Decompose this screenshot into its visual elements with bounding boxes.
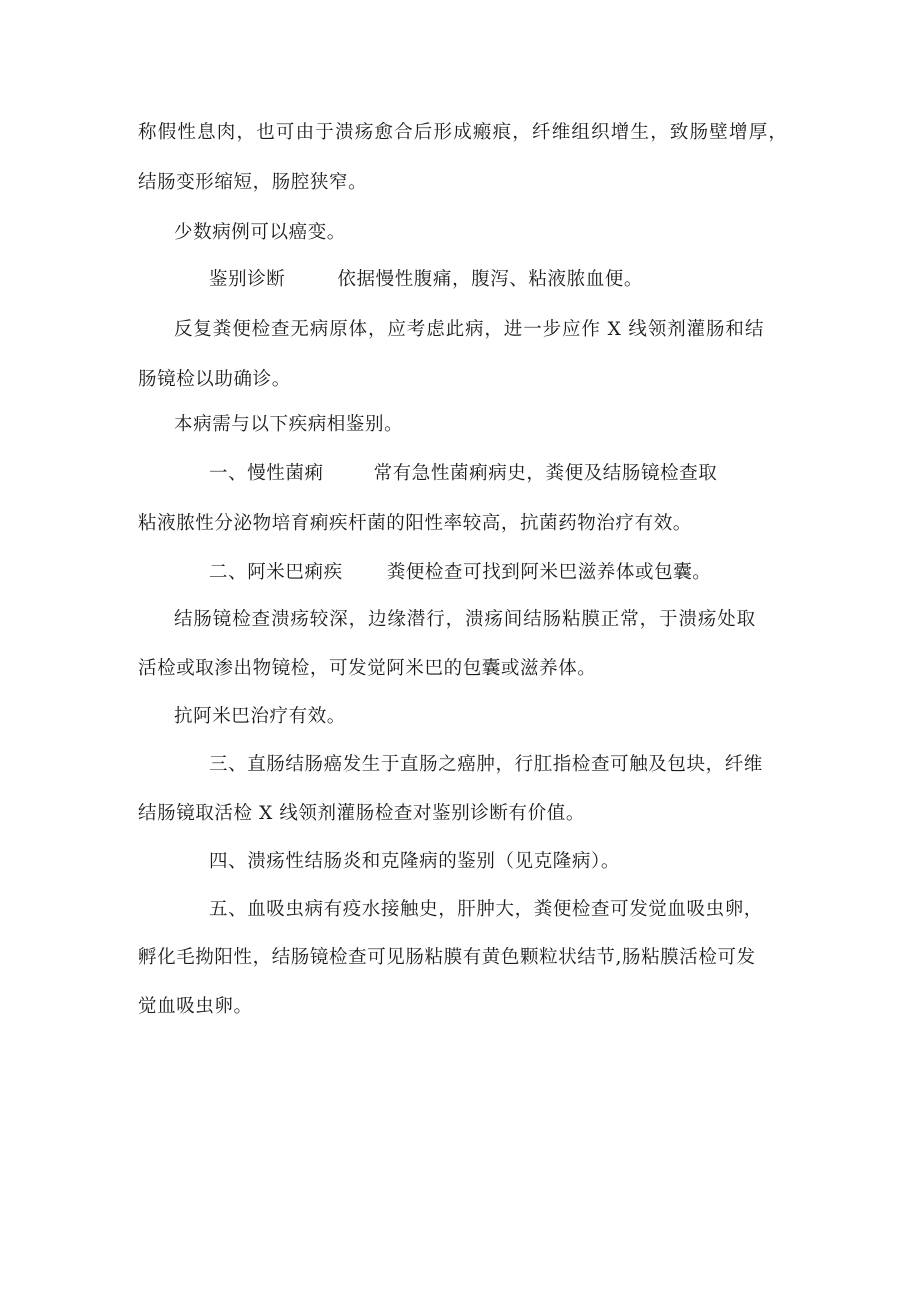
text-line — [209, 898, 763, 922]
text-line: 结肠镜取活检 X 线领剂灌肠检查对鉴别诊断有价值。 — [138, 803, 585, 824]
text-line — [174, 221, 346, 245]
text-line: 五、血吸虫病有疫水接触史，肝肿大，粪便检查可发觉血吸虫卵， — [209, 899, 763, 920]
text-line: 反复粪便检查无病原体，应考虑此病，进一步应作 X 线领剂灌肠和结 — [174, 319, 765, 340]
text-line: 结肠镜检查溃疡较深，边缘潜行，溃疡间结肠粘膜正常，于溃疡处取 — [174, 609, 757, 630]
text-line — [209, 561, 711, 585]
text-line — [209, 753, 763, 777]
text-line: 本病需与以下疾病相鉴别。 — [174, 414, 404, 435]
text-line — [138, 121, 788, 145]
text-line — [209, 462, 717, 486]
text-line: 三、直肠结肠癌发生于直肠之癌肿，行肛指检查可触及包块，纤维 — [209, 754, 763, 775]
text-line: 称假性息肉，也可由于溃疡愈合后形成瘢痕，纤维组织增生，致肠壁增厚， — [138, 122, 789, 143]
text-line — [209, 850, 620, 874]
text-line — [138, 802, 585, 826]
text-line: 依据慢性腹痛，腹泻、粘液脓血便。 — [337, 269, 644, 290]
text-line: 粘液脓性分泌物培育痢疾杆菌的阳性率较高，抗菌药物治疗有效。 — [138, 513, 692, 534]
text-line: 四、溃疡性结肠炎和克隆病的鉴别（见克隆病）。 — [209, 851, 620, 872]
text-line — [138, 657, 596, 681]
text-line: 常有急性菌痢病史，粪便及结肠镜检查取 — [373, 463, 718, 484]
text-line — [174, 318, 764, 342]
text-line — [138, 368, 291, 392]
text-line: 孵化毛拗阳性，结肠镜检查可见肠粘膜有黄色颗粒状结节,肠粘膜活检可发 — [138, 947, 756, 968]
text-line — [138, 512, 692, 536]
text-line — [174, 413, 403, 437]
text-line — [138, 946, 756, 970]
text-line: 肠镜检以助确诊。 — [138, 369, 291, 390]
heading-amoebic-dysentery: 二、阿米巴痢疾 — [209, 562, 343, 583]
text-line — [174, 705, 346, 729]
text-line: 抗阿米巴治疗有效。 — [174, 706, 346, 727]
heading-chronic-dysentery: 一、慢性菌痢 — [209, 463, 324, 484]
text-line: 少数病例可以癌变。 — [174, 222, 346, 243]
heading-differential-diagnosis: 鉴别诊断 — [209, 269, 286, 290]
text-line: 结肠变形缩短，肠腔狭窄。 — [138, 172, 368, 193]
text-line — [209, 268, 643, 292]
text-line — [138, 995, 253, 1019]
text-line: 粪便检查可找到阿米巴滋养体或包囊。 — [386, 562, 712, 583]
text-line — [174, 608, 756, 632]
text-line: 觉血吸虫卵。 — [138, 996, 253, 1017]
text-line — [138, 171, 367, 195]
text-line: 活检或取渗出物镜检，可发觉阿米巴的包囊或滋养体。 — [138, 658, 597, 679]
